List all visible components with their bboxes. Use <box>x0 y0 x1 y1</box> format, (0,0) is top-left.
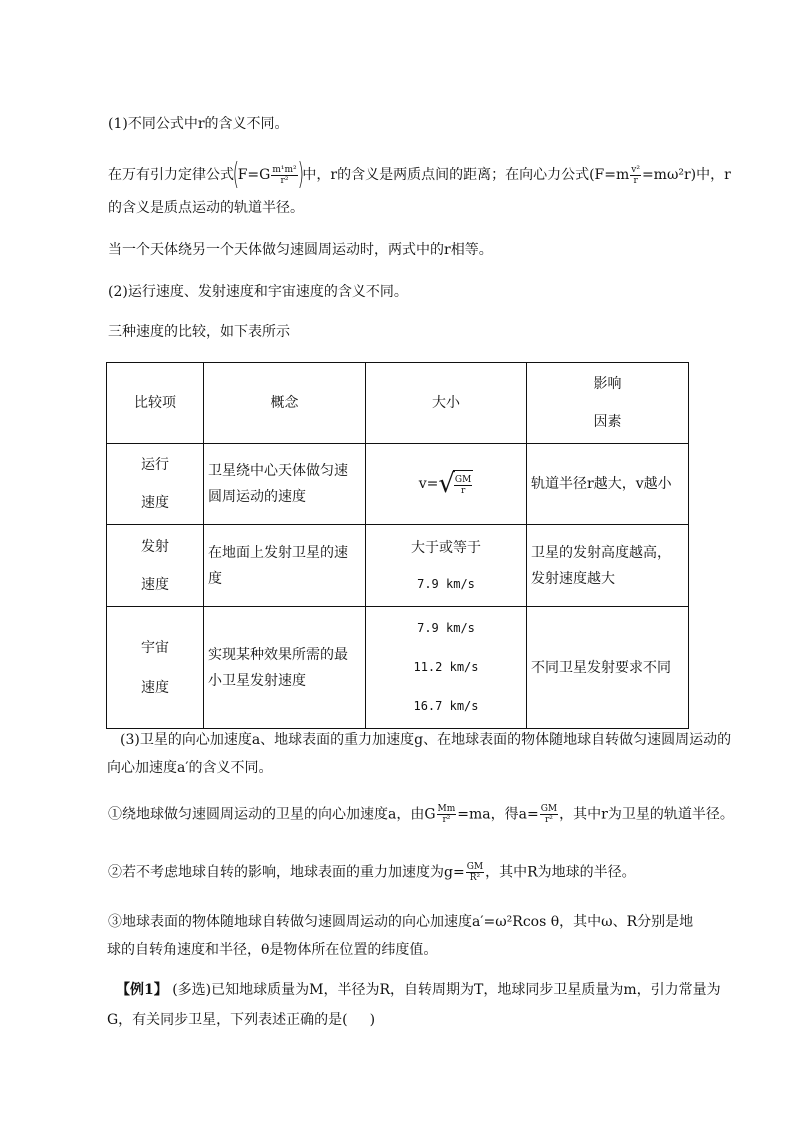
paragraph-speed-meaning: (2)运行速度、发射速度和宇宙速度的含义不同。 <box>108 284 408 300</box>
factor-text: 卫星的发射高度越高，发射速度越大 <box>531 544 671 587</box>
paragraph-r-equal: 当一个天体绕另一个天体做匀速圆周运动时，两式中的r相等。 <box>108 242 493 258</box>
paragraph-r-formulas <box>108 157 731 192</box>
table-row <box>107 607 689 729</box>
text-segment: =ma，得a= <box>457 806 539 823</box>
fraction-denominator: r² <box>280 175 289 186</box>
header-line: 因素 <box>593 414 622 430</box>
fraction-numerator: m¹m² <box>272 164 297 175</box>
concept-cell <box>204 607 366 729</box>
size-line: 7.9 km/s <box>417 621 475 635</box>
concept-text: 卫星绕中心天体做匀速圆周运动的速度 <box>208 463 348 505</box>
sqrt-expression <box>438 470 473 498</box>
formula-lhs: F=G <box>237 167 271 183</box>
paragraph-gravity-acceleration <box>108 862 636 883</box>
speed-comparison-table <box>106 362 689 729</box>
factor-cell <box>527 525 689 607</box>
factor-text: 不同卫星发射要求不同 <box>531 659 671 676</box>
row-label <box>107 444 204 525</box>
text-segment: G，有关同步卫星，下列表述正确的是( <box>107 1012 348 1028</box>
concept-text: 实现某种效果所需的最小卫星发射速度 <box>208 646 348 689</box>
example-question <box>116 980 721 1000</box>
fraction-denominator: r <box>460 485 466 496</box>
size-cell <box>366 444 527 525</box>
paragraph-rotation-acceleration: ③地球表面的物体随地球自转做匀速圆周运动的向心加速度a′=ω²Rcos θ，其中ω、R分别是地 <box>108 914 694 930</box>
text-segment: ，其中r为卫星的轨道半径。 <box>559 806 734 823</box>
header-cell <box>527 363 689 444</box>
row-label-line: 速度 <box>141 679 169 696</box>
row-label-line: 速度 <box>141 576 169 593</box>
orbit-speed-fraction <box>454 475 472 496</box>
centripetal-fraction <box>630 165 641 186</box>
size-cell <box>366 525 527 607</box>
fraction-numerator: Mm <box>437 804 456 814</box>
example-question-cont <box>107 1010 375 1030</box>
row-label-line: 宇宙 <box>141 639 169 656</box>
gravity-fraction <box>271 165 297 186</box>
acceleration-fraction <box>540 804 558 825</box>
paragraph-satellite-acceleration <box>108 804 734 825</box>
open-paren: ( <box>232 157 240 192</box>
row-label-line: 发射 <box>141 538 169 555</box>
size-cell <box>366 607 527 729</box>
fraction-denominator: r <box>633 175 638 186</box>
paragraph-acceleration-meaning-cont: 向心加速度a′的含义不同。 <box>107 760 273 776</box>
table-row <box>107 444 689 525</box>
header-cell: 比较项 <box>107 363 204 444</box>
size-line: 7.9 km/s <box>417 576 475 591</box>
size-line: 大于或等于 <box>411 539 481 556</box>
text-segment: ②若不考虑地球自转的影响，地球表面的重力加速度为g= <box>108 864 465 881</box>
sqrt-sign: √ <box>438 469 455 499</box>
gravity-fraction <box>437 804 457 825</box>
concept-cell <box>204 444 366 525</box>
close-paren: ) <box>297 157 304 192</box>
paragraph-r-meaning: (1)不同公式中r的含义不同。 <box>108 116 289 132</box>
header-line: 影响 <box>593 376 622 392</box>
header-cell: 大小 <box>366 363 527 444</box>
paragraph-acceleration-meaning: (3)卫星的向心加速度a、地球表面的重力加速度g、在地球表面的物体随地球自转做匀速圆周运动的 <box>120 732 732 748</box>
factor-cell <box>527 444 689 525</box>
size-line: 11.2 km/s <box>413 660 479 674</box>
paragraph-table-intro: 三种速度的比较，如下表所示 <box>108 324 290 340</box>
row-label <box>107 607 204 729</box>
header-cell: 概念 <box>204 363 366 444</box>
text-segment: ) <box>369 1012 376 1028</box>
concept-text: 在地面上发射卫星的速度 <box>208 544 348 587</box>
fraction-denominator: R² <box>469 873 481 883</box>
table-header-row <box>107 363 689 444</box>
row-label <box>107 525 204 607</box>
text-segment: 中，r的含义是两质点间的距离；在向心力公式(F=m <box>302 167 630 183</box>
paragraph-r-orbit: 的含义是质点运动的轨道半径。 <box>108 200 304 216</box>
text-segment: (多选)已知地球质量为M，半径为R，自转周期为T，地球同步卫星质量为m，引力常量为 <box>167 982 721 998</box>
fraction-numerator: GM <box>466 862 484 872</box>
table-row <box>107 525 689 607</box>
fraction-numerator: v² <box>631 164 640 175</box>
gravity-acceleration-fraction <box>466 862 484 883</box>
fraction-denominator: r² <box>544 815 553 825</box>
text-segment: 在万有引力定律公式 <box>108 167 234 183</box>
row-label-line: 运行 <box>141 457 169 473</box>
text-segment: ，其中R为地球的半径。 <box>485 864 636 881</box>
factor-text: 轨道半径r越大，v越小 <box>531 476 672 492</box>
size-line: 16.7 km/s <box>413 699 479 713</box>
fraction-numerator: GM <box>454 474 472 485</box>
fraction-numerator: GM <box>540 804 558 814</box>
formula-prefix: v= <box>418 476 439 492</box>
example-tag: 【例1】 <box>116 982 168 998</box>
paragraph-rotation-acceleration-cont: 球的自转角速度和半径，θ是物体所在位置的纬度值。 <box>107 942 438 958</box>
text-segment: =mω²r)中，r <box>641 167 731 183</box>
factor-cell <box>527 607 689 729</box>
text-segment: ①绕地球做匀速圆周运动的卫星的向心加速度a，由G <box>108 806 436 823</box>
fraction-denominator: r² <box>442 815 451 825</box>
concept-cell <box>204 525 366 607</box>
row-label-line: 速度 <box>141 495 169 511</box>
